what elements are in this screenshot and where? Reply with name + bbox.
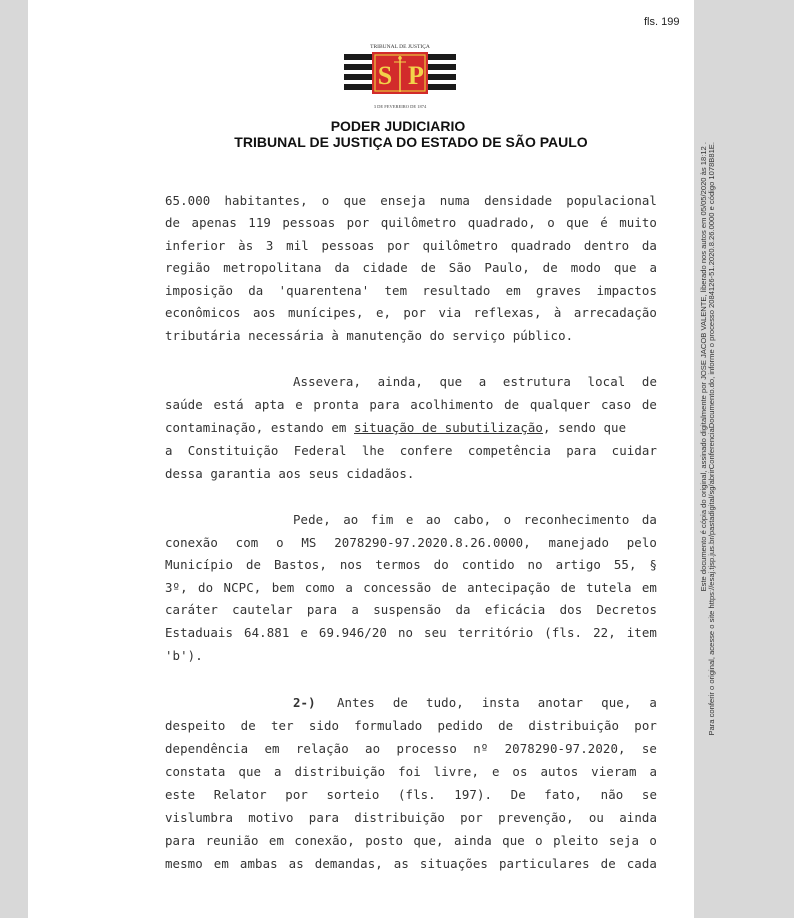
text-before-underline: contaminação, estando em bbox=[165, 420, 354, 435]
paragraph-line: vislumbra motivo para distribuição por prevenção, ou ainda bbox=[165, 810, 657, 825]
paragraph-line: caráter cautelar para a suspensão da eficácia dos Decretos bbox=[165, 602, 657, 617]
page-number: fls. 199 bbox=[644, 16, 680, 28]
paragraph-line: para reunião em conexão, posto que, ainda que o pleito seja o bbox=[165, 833, 657, 848]
seal-date-text: 3 DE FEVEREIRO DE 1874 bbox=[373, 104, 427, 109]
verification-notice: Para conferir o original, acesse o site https://esaj.tjsp.jus.br/pastadigital/sg/abrirConferenciaDocumento.do, informe o processo 2084126-51.2020.8.26.0000 e código 1078B81E. bbox=[707, 142, 716, 736]
text-after-underline: , sendo que bbox=[543, 420, 627, 435]
document-page bbox=[28, 0, 716, 918]
paragraph-line: conexão com o MS 2078290-97.2020.8.26.0000, manejado pelo bbox=[165, 535, 657, 550]
header-title: PODER JUDICIARIO bbox=[330, 118, 466, 134]
paragraph-line: Estaduais 64.881 e 69.946/20 no seu território (fls. 22, item bbox=[165, 625, 657, 640]
paragraph-line: a Constituição Federal lhe confere competência para cuidar bbox=[165, 443, 657, 458]
paragraph-line: dependência em relação ao processo nº 2078290-97.2020, se bbox=[165, 741, 657, 756]
paragraph-line: dessa garantia aos seus cidadãos. bbox=[165, 466, 415, 481]
paragraph-line: região metropolitana da cidade de São Paulo, de modo que a bbox=[165, 260, 657, 275]
paragraph-line: Município de Bastos, nos termos do contido no artigo 55, § bbox=[165, 557, 657, 572]
section-number: 2-) bbox=[293, 695, 316, 710]
paragraph-line: inferior às 3 mil pessoas por quilômetro quadrado dentro da bbox=[165, 238, 657, 253]
paragraph-line: Antes de tudo, insta anotar que, a bbox=[337, 695, 657, 710]
paragraph-line: imposição da 'quarentena' tem resultado em graves impactos bbox=[165, 283, 657, 298]
paragraph-line: de apenas 119 pessoas por quilômetro quadrado, o que é muito bbox=[165, 215, 657, 230]
paragraph-line: 65.000 habitantes, o que enseja numa densidade populacional bbox=[165, 193, 657, 208]
paragraph-line: econômicos aos munícipes, e, por via reflexas, à arrecadação bbox=[165, 305, 657, 320]
underlined-phrase: situação de subutilização bbox=[354, 420, 543, 435]
paragraph-line: 'b'). bbox=[165, 648, 203, 663]
signature-notice: Este documento é cópia do original, assinado digitalmente por JOSE JACOB VALENTE, liberado nos autos em 05/05/2020 às 18:12 . bbox=[699, 142, 708, 592]
seal-letter-p: P bbox=[408, 61, 424, 90]
paragraph-line: mesmo em ambas as demandas, as situações particulares de cada bbox=[165, 856, 657, 871]
paragraph-line: Pede, ao fim e ao cabo, o reconhecimento da bbox=[293, 512, 657, 527]
header-subtitle: TRIBUNAL DE JUSTIÇA DO ESTADO DE SÃO PAULO bbox=[234, 134, 588, 150]
court-seal-emblem bbox=[344, 38, 456, 118]
paragraph-line: despeito de ter sido formulado pedido de distribuição por bbox=[165, 718, 657, 733]
authentication-sidebar bbox=[700, 142, 716, 918]
paragraph-line: Assevera, ainda, que a estrutura local de bbox=[293, 374, 657, 389]
paragraph-line: tributária necessária à manutenção do serviço público. bbox=[165, 328, 574, 343]
paragraph-line: este Relator por sorteio (fls. 197). De fato, não se bbox=[165, 787, 657, 802]
paragraph-line-underlined bbox=[165, 420, 657, 435]
seal-letter-s: S bbox=[377, 61, 393, 90]
seal-top-text: TRIBUNAL DE JUSTIÇA bbox=[370, 44, 430, 50]
paragraph-line: saúde está apta e pronta para acolhimento de qualquer caso de bbox=[165, 397, 657, 412]
paragraph-line: constata que a distribuição foi livre, e os autos vieram a bbox=[165, 764, 657, 779]
paragraph-line: 3º, do NCPC, bem como a concessão de antecipação de tutela em bbox=[165, 580, 657, 595]
